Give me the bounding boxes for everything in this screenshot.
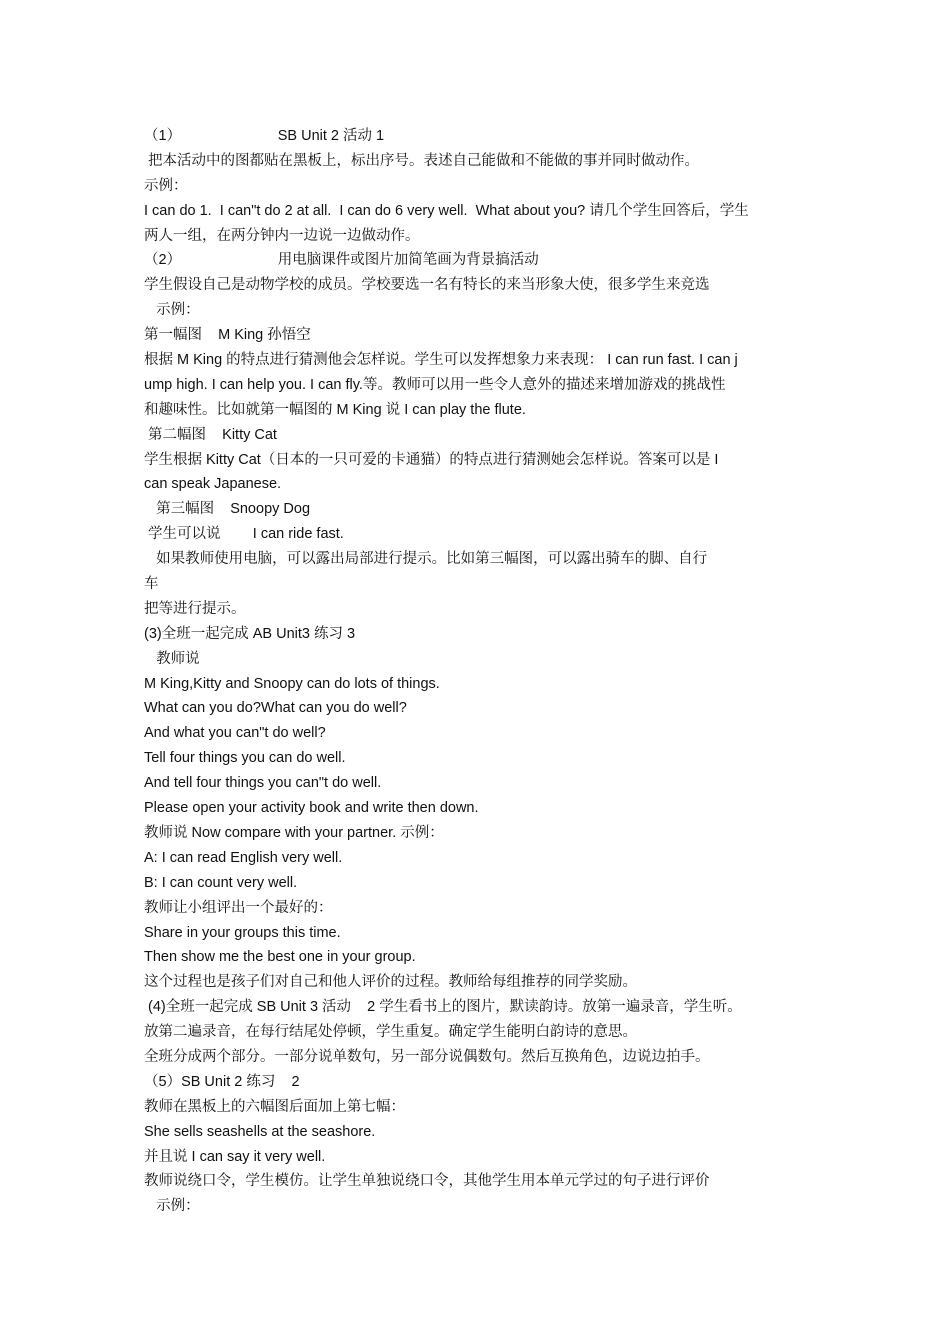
document-body bbox=[144, 124, 824, 1219]
text-line: And what you can"t do well? bbox=[144, 725, 326, 742]
text-line: I can do 1. I can"t do 2 at all. I can do 6 very well. What about you? 请几个学生回答后，学生 bbox=[144, 202, 749, 219]
text-line: B: I can count very well. bbox=[144, 874, 298, 891]
text-line: 示例： bbox=[144, 302, 200, 319]
text-line: Tell four things you can do well. bbox=[144, 750, 346, 767]
text-line: （1） SB Unit 2 活动 1 bbox=[144, 128, 385, 144]
text-line: （5）SB Unit 2 练习 2 bbox=[144, 1073, 300, 1090]
text-line: 学生根据 Kitty Cat（日本的一只可爱的卡通猫）的特点进行猜测她会怎样说。答案可以是 I bbox=[144, 451, 719, 468]
text-line: 第二幅图 Kitty Cat bbox=[144, 426, 277, 443]
text-line: 两人一组，在两分钟内一边说一边做动作。 bbox=[144, 227, 420, 244]
text-line: 学生可以说 I can ride fast. bbox=[144, 526, 344, 543]
text-line: 示例： bbox=[144, 177, 188, 194]
text-line: can speak Japanese. bbox=[144, 476, 282, 493]
text-line: 全班分成两个部分。一部分说单数句，另一部分说偶数句。然后互换角色，边说边拍手。 bbox=[144, 1048, 710, 1065]
text-line: And tell four things you can"t do well. bbox=[144, 775, 382, 792]
text-line: M King,Kitty and Snoopy can do lots of things. bbox=[144, 675, 440, 692]
text-line: Please open your activity book and write then down. bbox=[144, 800, 479, 817]
text-line: 教师说 Now compare with your partner. 示例： bbox=[144, 824, 444, 841]
text-line: 并且说 I can say it very well. bbox=[144, 1148, 326, 1165]
text-line: 学生假设自己是动物学校的成员。学校要选一名有特长的来当形象大使，很多学生来竞选 bbox=[144, 277, 710, 294]
text-line: 第一幅图 M King 孙悟空 bbox=[144, 327, 311, 344]
text-line: 如果教师使用电脑，可以露出局部进行提示。比如第三幅图，可以露出骑车的脚、自行 bbox=[144, 551, 708, 568]
text-line: 教师让小组评出一个最好的： bbox=[144, 899, 333, 916]
text-line: (4)全班一起完成 SB Unit 3 活动 2 学生看书上的图片，默读韵诗。放第一遍录音，学生听。 bbox=[144, 999, 742, 1016]
text-line: 教师说绕口令，学生模仿。让学生单独说绕口令，其他学生用本单元学过的句子进行评价 bbox=[144, 1173, 710, 1190]
text-line: 放第二遍录音，在每行结尾处停顿，学生重复。确定学生能明白韵诗的意思。 bbox=[144, 1024, 637, 1041]
text-line: (3)全班一起完成 AB Unit3 练习 3 bbox=[144, 625, 356, 642]
text-line: A: I can read English very well. bbox=[144, 849, 343, 866]
text-line: 和趣味性。比如就第一幅图的 M King 说 I can play the flute. bbox=[144, 401, 526, 418]
text-line: 这个过程也是孩子们对自己和他人评价的过程。教师给每组推荐的同学奖励。 bbox=[144, 974, 637, 991]
text-line: Then show me the best one in your group. bbox=[144, 949, 416, 966]
text-line: 把等进行提示。 bbox=[144, 600, 246, 617]
text-line: 教师说 bbox=[144, 650, 200, 667]
text-line: She sells seashells at the seashore. bbox=[144, 1123, 376, 1140]
text-line: 第三幅图 Snoopy Dog bbox=[144, 501, 311, 518]
text-line: Share in your groups this time. bbox=[144, 924, 341, 941]
text-line: What can you do?What can you do well? bbox=[144, 700, 407, 717]
text-line: 教师在黑板上的六幅图后面加上第七幅： bbox=[144, 1098, 405, 1115]
text-line: 根据 M King 的特点进行猜测他会怎样说。学生可以发挥想象力来表现： I can run fast. I can j bbox=[144, 352, 738, 369]
text-line: （2） 用电脑课件或图片加简笔画为背景搞活动 bbox=[144, 252, 539, 269]
text-line: ump high. I can help you. I can fly.等。教师可以用一些令人意外的描述来增加游戏的挑战性 bbox=[144, 376, 726, 393]
text-line: 把本活动中的图都贴在黑板上，标出序号。表述自己能做和不能做的事并同时做动作。 bbox=[144, 152, 700, 169]
text-line: 车 bbox=[144, 576, 159, 593]
text-line: 示例： bbox=[144, 1198, 200, 1215]
